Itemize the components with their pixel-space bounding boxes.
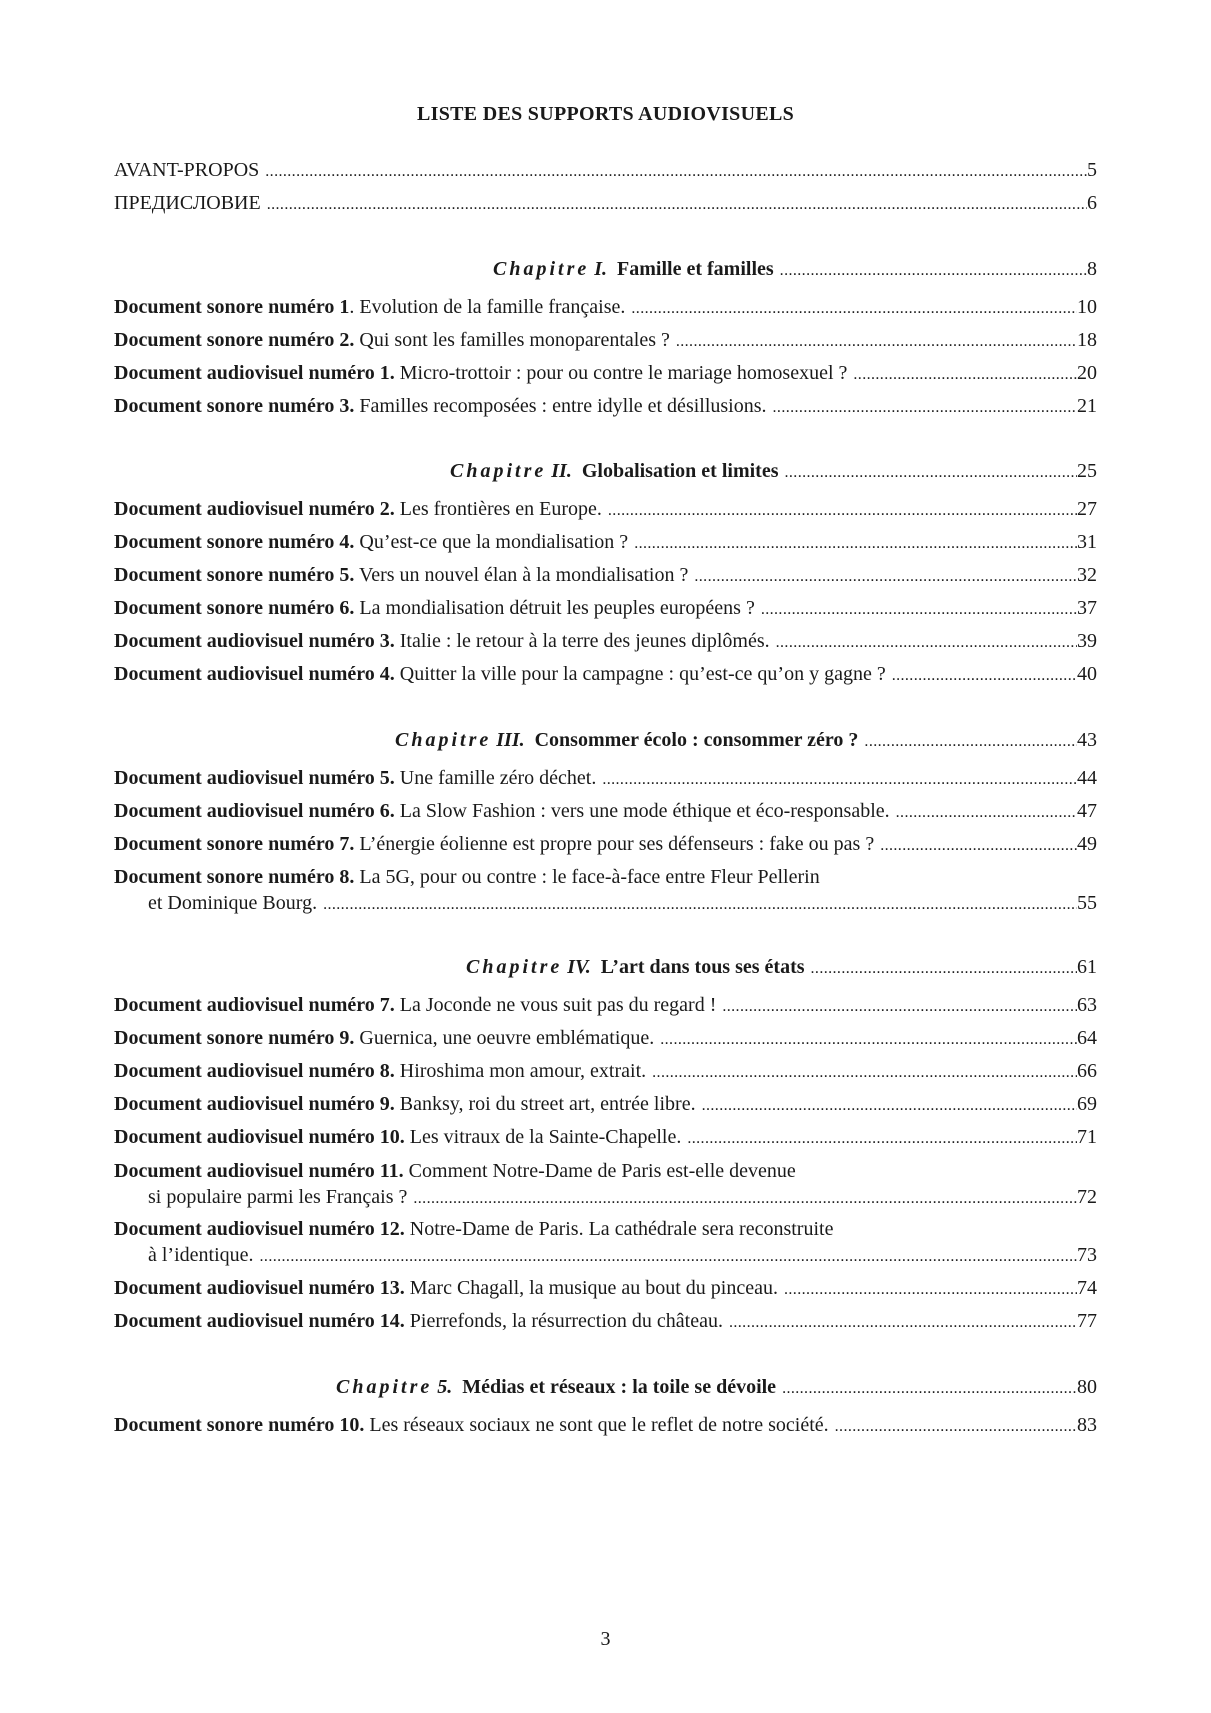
toc-entry-first-line[interactable] <box>114 1158 1097 1184</box>
toc-entry-continuation[interactable] <box>148 1242 1097 1270</box>
chapter-label: Chapitre <box>466 956 563 978</box>
toc-entry[interactable] <box>114 294 1097 322</box>
entry-page: 39 <box>1077 630 1097 652</box>
entry-page: 21 <box>1077 395 1097 417</box>
chapter-number: 5. <box>437 1376 453 1398</box>
entry-text: Hiroshima mon amour, extrait. <box>394 1060 647 1082</box>
leader-dots <box>780 258 1087 284</box>
entry-page: 6 <box>1087 192 1097 214</box>
chapter-number: IV. <box>567 956 591 978</box>
entry-page: 18 <box>1077 329 1097 351</box>
leader-dots <box>864 729 1077 755</box>
entry-label: AVANT-PROPOS <box>114 159 260 181</box>
entry-label: Document sonore numéro 2. <box>114 329 355 351</box>
entry-text: Micro-trottoir : pour ou contre le mariage homosexuel ? <box>394 362 848 384</box>
entry-label: Document audiovisuel numéro 12. <box>114 1218 405 1240</box>
leader-dots <box>811 956 1077 982</box>
chapter-number: II. <box>551 460 572 482</box>
entry-continuation: et Dominique Bourg. <box>148 892 318 914</box>
chapter-number: I. <box>594 258 608 280</box>
toc-entry[interactable] <box>114 831 1097 859</box>
entry-text: Quitter la ville pour la campagne : qu’est-ce qu’on y gagne ? <box>394 663 886 685</box>
entry-label: Document audiovisuel numéro 13. <box>114 1277 405 1299</box>
entry-label: Document sonore numéro 3. <box>114 395 355 417</box>
leader-dots <box>260 1244 1077 1270</box>
toc-entry-avant-propos[interactable] <box>114 157 1097 185</box>
toc-entry-predislovie[interactable] <box>114 190 1097 218</box>
entry-label: Document audiovisuel numéro 11. <box>114 1160 404 1182</box>
entry-page: 31 <box>1077 531 1097 553</box>
entry-text: Pierrefonds, la résurrection du château. <box>404 1310 723 1332</box>
chapter-title: Famille et familles <box>617 258 774 280</box>
entry-label: Document audiovisuel numéro 7. <box>114 994 395 1016</box>
leader-dots <box>729 1310 1077 1336</box>
leader-dots <box>880 833 1077 859</box>
toc-entry[interactable] <box>114 1412 1097 1440</box>
entry-text: Les vitraux de la Sainte-Chapelle. <box>404 1126 682 1148</box>
entry-text: La Joconde ne vous suit pas du regard ! <box>394 994 717 1016</box>
toc-entry[interactable] <box>114 1275 1097 1303</box>
leader-dots <box>896 800 1077 826</box>
leader-dots <box>608 498 1077 524</box>
toc-entry[interactable] <box>114 765 1097 793</box>
toc-entry[interactable] <box>114 562 1097 590</box>
entry-page: 5 <box>1087 159 1097 181</box>
entry-label: Document sonore numéro 1 <box>114 296 350 318</box>
chapter-heading-1[interactable] <box>493 256 1097 284</box>
entry-text: Qui sont les familles monoparentales ? <box>354 329 670 351</box>
toc-page <box>114 0 1097 1713</box>
leader-dots <box>722 994 1077 1020</box>
entry-text: Qu’est-ce que la mondialisation ? <box>354 531 629 553</box>
leader-dots <box>694 564 1077 590</box>
leader-dots <box>773 395 1077 421</box>
entry-label: ПРЕДИСЛОВИЕ <box>114 192 261 214</box>
entry-text: Guernica, une oeuvre emblématique. <box>354 1027 655 1049</box>
entry-text: Les frontières en Europe. <box>394 498 602 520</box>
entry-continuation: à l’identique. <box>148 1244 254 1266</box>
leader-dots <box>785 460 1078 486</box>
entry-label: Document audiovisuel numéro 8. <box>114 1060 395 1082</box>
toc-entry[interactable] <box>114 992 1097 1020</box>
leader-dots <box>776 630 1077 656</box>
toc-entry-continuation[interactable] <box>148 890 1097 918</box>
entry-label: Document audiovisuel numéro 1. <box>114 362 395 384</box>
chapter-page: 61 <box>1077 956 1097 978</box>
entry-text: La Slow Fashion : vers une mode éthique et éco-responsable. <box>394 800 890 822</box>
entry-page: 66 <box>1077 1060 1097 1082</box>
chapter-heading-3[interactable] <box>395 727 1097 755</box>
chapter-label: Chapitre <box>395 729 492 751</box>
toc-entry[interactable] <box>114 798 1097 826</box>
toc-entry[interactable] <box>114 360 1097 388</box>
chapter-label: Chapitre <box>493 258 590 280</box>
chapter-label: Chapitre <box>450 460 547 482</box>
entry-page: 27 <box>1077 498 1097 520</box>
chapter-title: Médias et réseaux : la toile se dévoile <box>462 1376 777 1398</box>
entry-page: 72 <box>1077 1186 1097 1208</box>
toc-entry[interactable] <box>114 1025 1097 1053</box>
entry-label: Document audiovisuel numéro 6. <box>114 800 395 822</box>
entry-text: . Evolution de la famille française. <box>349 296 626 318</box>
entry-page: 55 <box>1077 892 1097 914</box>
toc-entry-first-line[interactable] <box>114 864 1097 890</box>
entry-label: Document audiovisuel numéro 2. <box>114 498 395 520</box>
leader-dots <box>323 892 1077 918</box>
entry-page: 77 <box>1077 1310 1097 1332</box>
entry-label: Document sonore numéro 8. <box>114 866 355 888</box>
entry-page: 49 <box>1077 833 1097 855</box>
leader-dots <box>853 362 1077 388</box>
leader-dots <box>413 1186 1077 1212</box>
leader-dots <box>652 1060 1077 1086</box>
chapter-title: Globalisation et limites <box>581 460 779 482</box>
entry-text: Une famille zéro déchet. <box>394 767 597 789</box>
entry-page: 47 <box>1077 800 1097 822</box>
entry-page: 44 <box>1077 767 1097 789</box>
entry-label: Document sonore numéro 6. <box>114 597 355 619</box>
entry-label: Document audiovisuel numéro 4. <box>114 663 395 685</box>
entry-page: 83 <box>1077 1414 1097 1436</box>
entry-page: 63 <box>1077 994 1097 1016</box>
toc-entry[interactable] <box>114 595 1097 623</box>
entry-text: Banksy, roi du street art, entrée libre. <box>394 1093 696 1115</box>
entry-text: Comment Notre-Dame de Paris est-elle devenue <box>403 1160 796 1182</box>
chapter-heading-4[interactable] <box>466 954 1097 982</box>
entry-page: 71 <box>1077 1126 1097 1148</box>
toc-entry-continuation[interactable] <box>148 1184 1097 1212</box>
entry-text: L’énergie éolienne est propre pour ses défenseurs : fake ou pas ? <box>354 833 875 855</box>
entry-label: Document audiovisuel numéro 14. <box>114 1310 405 1332</box>
page-title: LISTE DES SUPPORTS AUDIOVISUELS <box>416 103 795 125</box>
leader-dots <box>660 1027 1077 1053</box>
entry-page: 37 <box>1077 597 1097 619</box>
leader-dots <box>702 1093 1077 1119</box>
entry-label: Document sonore numéro 10. <box>114 1414 365 1436</box>
chapter-page: 25 <box>1077 460 1097 482</box>
leader-dots <box>687 1126 1077 1152</box>
toc-entry[interactable] <box>114 1308 1097 1336</box>
entry-continuation: si populaire parmi les Français ? <box>148 1186 408 1208</box>
chapter-page: 8 <box>1087 258 1097 280</box>
entry-label: Document audiovisuel numéro 5. <box>114 767 395 789</box>
entry-text: Italie : le retour à la terre des jeunes diplômés. <box>394 630 770 652</box>
toc-entry[interactable] <box>114 327 1097 355</box>
chapter-label: Chapitre <box>336 1376 433 1398</box>
toc-entry[interactable] <box>114 393 1097 421</box>
entry-page: 10 <box>1077 296 1097 318</box>
leader-dots <box>602 767 1077 793</box>
entry-page: 69 <box>1077 1093 1097 1115</box>
entry-label: Document audiovisuel numéro 10. <box>114 1126 405 1148</box>
entry-text: Vers un nouvel élan à la mondialisation ? <box>354 564 689 586</box>
leader-dots <box>784 1277 1077 1303</box>
toc-entry[interactable] <box>114 1124 1097 1152</box>
entry-text: Marc Chagall, la musique au bout du pinceau. <box>404 1277 778 1299</box>
leader-dots <box>631 296 1077 322</box>
entry-label: Document sonore numéro 5. <box>114 564 355 586</box>
leader-dots <box>634 531 1077 557</box>
entry-label: Document audiovisuel numéro 3. <box>114 630 395 652</box>
leader-dots <box>892 663 1077 689</box>
entry-label: Document sonore numéro 7. <box>114 833 355 855</box>
leader-dots <box>782 1376 1077 1402</box>
entry-text: Notre-Dame de Paris. La cathédrale sera reconstruite <box>404 1218 834 1240</box>
entry-page: 40 <box>1077 663 1097 685</box>
entry-page: 73 <box>1077 1244 1097 1266</box>
entry-text: Les réseaux sociaux ne sont que le reflet de notre société. <box>364 1414 829 1436</box>
leader-dots <box>267 192 1087 218</box>
toc-entry[interactable] <box>114 628 1097 656</box>
leader-dots <box>676 329 1077 355</box>
entry-label: Document sonore numéro 9. <box>114 1027 355 1049</box>
page-number: 3 <box>600 1628 611 1650</box>
entry-page: 20 <box>1077 362 1097 384</box>
entry-text: La 5G, pour ou contre : le face-à-face entre Fleur Pellerin <box>354 866 820 888</box>
toc-entry[interactable] <box>114 1058 1097 1086</box>
leader-dots <box>265 159 1087 185</box>
toc-entry-first-line[interactable] <box>114 1216 1097 1242</box>
chapter-heading-2[interactable] <box>450 458 1097 486</box>
leader-dots <box>761 597 1077 623</box>
leader-dots <box>835 1414 1077 1440</box>
toc-entry[interactable] <box>114 496 1097 524</box>
chapter-title: Consommer écolo : consommer zéro ? <box>534 729 859 751</box>
entry-text: Familles recomposées : entre idylle et désillusions. <box>354 395 767 417</box>
toc-entry[interactable] <box>114 1091 1097 1119</box>
toc-entry[interactable] <box>114 661 1097 689</box>
chapter-title: L’art dans tous ses états <box>600 956 805 978</box>
entry-page: 32 <box>1077 564 1097 586</box>
entry-page: 64 <box>1077 1027 1097 1049</box>
chapter-heading-5[interactable] <box>336 1374 1097 1402</box>
chapter-number: III. <box>496 729 525 751</box>
entry-page: 74 <box>1077 1277 1097 1299</box>
chapter-page: 43 <box>1077 729 1097 751</box>
entry-label: Document audiovisuel numéro 9. <box>114 1093 395 1115</box>
entry-label: Document sonore numéro 4. <box>114 531 355 553</box>
chapter-page: 80 <box>1077 1376 1097 1398</box>
entry-text: La mondialisation détruit les peuples européens ? <box>354 597 755 619</box>
toc-entry[interactable] <box>114 529 1097 557</box>
